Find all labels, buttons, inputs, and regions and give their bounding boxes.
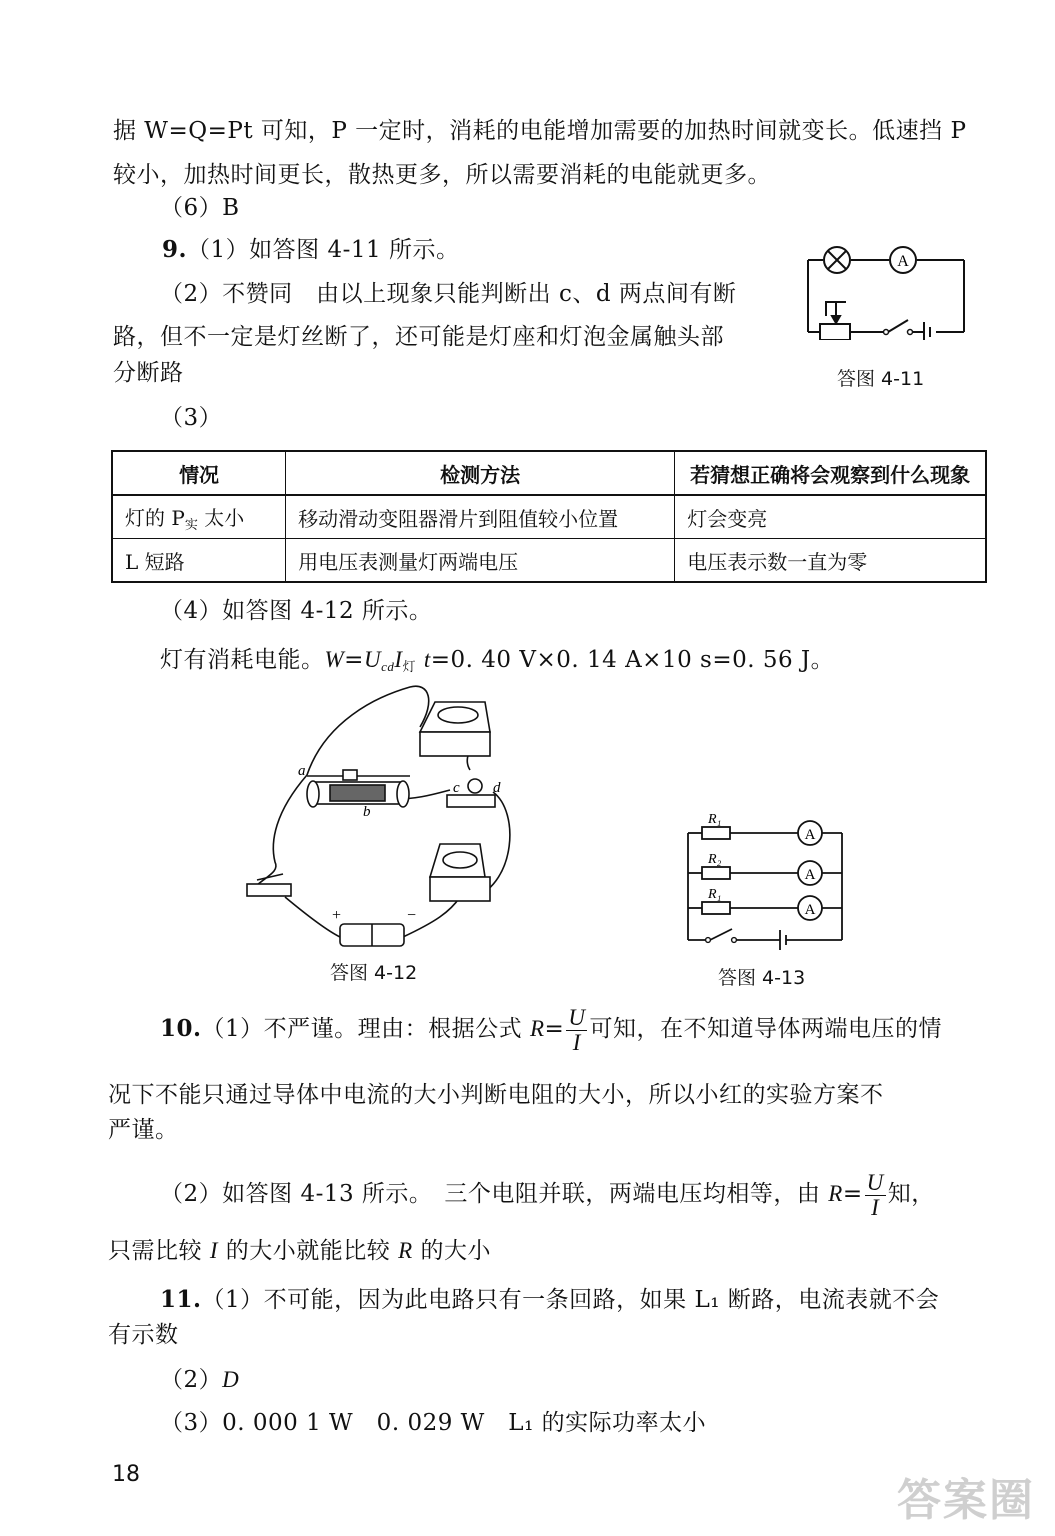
text: =0. 40 V×0. 14 A×10 s=0. 56 J。 bbox=[430, 647, 835, 673]
table-cell: L 短路 bbox=[112, 539, 286, 583]
text-line: （3）0. 000 1 W 0. 029 W L₁ 的实际功率太小 bbox=[160, 1410, 707, 1436]
text-line: 严谨。 bbox=[108, 1117, 179, 1143]
subscript: 灯 bbox=[402, 660, 417, 675]
symbol: R bbox=[398, 1238, 413, 1263]
question-number: 9. bbox=[162, 236, 188, 263]
case-text: 灯的 P bbox=[125, 505, 185, 530]
parallel-circuit-figure-4-13 bbox=[680, 805, 850, 950]
ammeter-label: A bbox=[804, 867, 816, 883]
symbol: = bbox=[842, 1181, 863, 1207]
symbol: t bbox=[423, 647, 431, 672]
watermark-logo: 答案圈 bbox=[897, 1475, 1035, 1526]
table-header-row bbox=[112, 451, 986, 495]
table-cell: 移动滑动变阻器滑片到阻值较小位置 bbox=[286, 495, 675, 539]
symbol: I bbox=[209, 1238, 218, 1263]
terminal-label: d bbox=[493, 780, 501, 796]
symbol: W bbox=[324, 647, 345, 672]
subscript: 实 bbox=[184, 517, 198, 533]
page-number: 18 bbox=[112, 1462, 140, 1487]
question-9-part-1 bbox=[162, 235, 459, 265]
symbol: I bbox=[394, 647, 403, 672]
figure-caption: 答图 4-12 bbox=[330, 962, 418, 984]
energy-formula-line bbox=[160, 645, 834, 683]
question-number: 11. bbox=[160, 1286, 202, 1313]
text-line: （2）不赞同 由以上现象只能判断出 c、d 两点间有断 bbox=[160, 281, 737, 307]
question-11-part-1 bbox=[160, 1285, 939, 1315]
ammeter-label: A bbox=[897, 253, 909, 270]
terminal-label: c bbox=[453, 780, 460, 796]
text: 只需比较 bbox=[108, 1238, 202, 1264]
resistor-label: R₁ bbox=[708, 887, 722, 902]
text-line bbox=[160, 1365, 239, 1395]
subscript: cd bbox=[381, 659, 395, 674]
fraction bbox=[865, 1171, 886, 1220]
table-header: 检测方法 bbox=[286, 451, 675, 495]
ammeter-label: A bbox=[804, 902, 816, 918]
physical-circuit-figure-4-12 bbox=[235, 682, 525, 950]
terminal-label: b bbox=[363, 804, 371, 820]
resistor-label: R₁ bbox=[708, 812, 722, 827]
text-line: （6）B bbox=[160, 195, 240, 221]
answer-table bbox=[111, 450, 987, 583]
text: 知， bbox=[887, 1181, 935, 1207]
numerator: U bbox=[568, 1004, 586, 1030]
text: （2） bbox=[160, 1367, 223, 1393]
resistor-label: R₂ bbox=[708, 852, 722, 867]
positive-terminal-label: + bbox=[332, 907, 342, 924]
numerator: U bbox=[866, 1169, 884, 1195]
table-cell: 电压表示数一直为零 bbox=[675, 539, 986, 583]
symbol: U bbox=[363, 647, 382, 672]
symbol: R bbox=[529, 1016, 545, 1041]
negative-terminal-label: − bbox=[407, 907, 417, 924]
text-line: 分断路 bbox=[113, 360, 184, 386]
text-line: （4）如答图 4-12 所示。 bbox=[160, 598, 433, 624]
text: （2）如答图 4-13 所示。 三个电阻并联，两端电压均相等，由 bbox=[160, 1181, 821, 1207]
symbol: R bbox=[828, 1181, 843, 1206]
case-text: 太小 bbox=[197, 505, 245, 530]
question-10-part-1 bbox=[160, 1003, 942, 1055]
text-line: 况下不能只通过导体中电流的大小判断电阻的大小，所以小红的实验方案不 bbox=[108, 1082, 884, 1108]
text: （1）不严谨。理由：根据公式 bbox=[201, 1016, 523, 1042]
text: 灯有消耗电能。 bbox=[160, 647, 325, 673]
circuit-diagram-4-11 bbox=[800, 240, 970, 340]
question-number: 10. bbox=[160, 1015, 202, 1042]
text-line bbox=[108, 1236, 491, 1266]
terminal-label: a bbox=[298, 763, 306, 779]
text: （1）不可能，因为此电路只有一条回路，如果 L₁ 断路，电流表就不会 bbox=[201, 1287, 940, 1313]
text-line: 据 W=Q=Pt 可知，P 一定时，消耗的电能增加需要的加热时间就变长。低速挡 P bbox=[113, 118, 967, 144]
text: 的大小 bbox=[420, 1238, 491, 1264]
symbol: = bbox=[544, 1016, 565, 1042]
table-row bbox=[112, 539, 986, 583]
fraction bbox=[566, 1006, 587, 1055]
ammeter-label: A bbox=[804, 827, 816, 843]
symbol: = bbox=[344, 647, 364, 673]
text: （1）如答图 4-11 所示。 bbox=[187, 237, 460, 263]
text-line: 较小，加热时间更长，散热更多，所以需要消耗的电能就更多。 bbox=[113, 162, 771, 188]
text-line: （3） bbox=[160, 405, 223, 431]
denominator: I bbox=[572, 1029, 581, 1055]
table-header: 情况 bbox=[112, 451, 286, 495]
table-header: 若猜想正确将会观察到什么现象 bbox=[675, 451, 986, 495]
text: 的大小就能比较 bbox=[225, 1238, 391, 1264]
table-cell: 灯会变亮 bbox=[675, 495, 986, 539]
figure-caption: 答图 4-13 bbox=[718, 967, 806, 989]
text: 可知，在不知道导体两端电压的情 bbox=[589, 1016, 942, 1042]
table-cell bbox=[112, 495, 286, 539]
question-10-part-2 bbox=[160, 1168, 935, 1220]
text-line: 路，但不一定是灯丝断了，还可能是灯座和灯泡金属触头部 bbox=[113, 324, 724, 350]
denominator: I bbox=[871, 1194, 880, 1220]
symbol: D bbox=[222, 1367, 240, 1392]
figure-caption: 答图 4-11 bbox=[837, 368, 925, 390]
table-row bbox=[112, 495, 986, 539]
text-line: 有示数 bbox=[108, 1322, 179, 1348]
table-cell: 用电压表测量灯两端电压 bbox=[286, 539, 675, 583]
